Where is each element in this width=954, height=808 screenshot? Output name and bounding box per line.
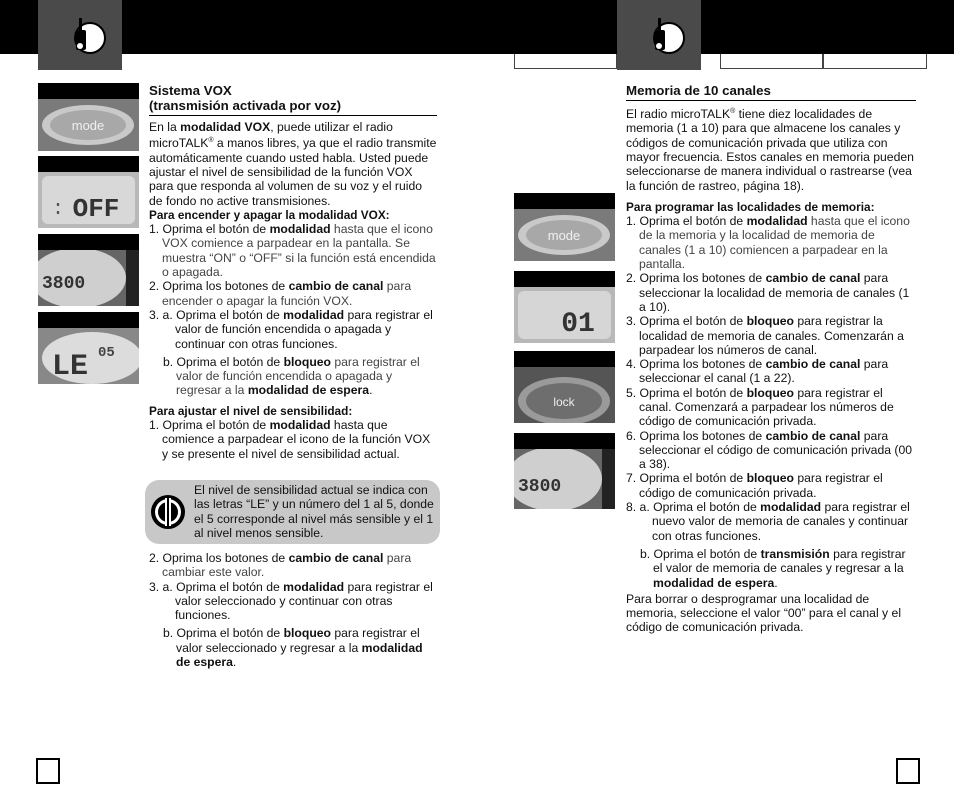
right-thumb-radio-display bbox=[514, 433, 615, 509]
left-column bbox=[149, 83, 437, 461]
list-item: 2. Oprima los botones de cambio de canal para encender o apagar la función VOX. bbox=[149, 279, 412, 308]
thumb-memory-number: 01 bbox=[561, 309, 595, 340]
right-nav-box-1 bbox=[514, 54, 617, 69]
intro-paragraph: El radio microTALK® tiene diez localidades de memoria (1 a 10) para que almacene los canales y códigos de comunicación privada que utiliza con mayor frecuencia. Estos canales en memoria pueden seleccionarse de manera individual o rastrearse (vea la función de rastreo, página 18). bbox=[626, 107, 914, 193]
list-item: 8. a. Oprima el botón de modalidad para registrar el nuevo valor de memoria de canales y continuar con otras funciones. bbox=[626, 500, 910, 543]
right-section-tab bbox=[617, 0, 701, 70]
list-item: 3. Oprima el botón de bloqueo para registrar la localidad de memoria de canales. Comenzarán a parpadear los números de canal. bbox=[626, 314, 904, 357]
left-section-tab bbox=[38, 0, 122, 70]
right-nav-box-3 bbox=[823, 54, 927, 69]
subheading: Para ajustar el nivel de sensibilidad: bbox=[149, 403, 353, 418]
list-item: 3. a. Oprima el botón de modalidad para registrar el valor de función encendida o apagada y continuar con otras funciones. bbox=[149, 307, 433, 351]
thumb-off-text: OFF bbox=[72, 194, 120, 224]
right-column bbox=[626, 83, 916, 635]
right-nav-box-2 bbox=[720, 54, 823, 69]
title-line: Sistema VOX bbox=[149, 83, 232, 98]
thumb-lock-label: lock bbox=[553, 395, 575, 409]
walkie-talkie-icon bbox=[643, 14, 687, 63]
right-page-number-box bbox=[896, 758, 920, 784]
list-item: b. Oprima el botón de transmisión para registrar el valor de memoria de canales y regresar a la modalidad de espera. bbox=[640, 546, 906, 590]
thumb-digits-text: 3800 bbox=[42, 274, 86, 294]
right-thumb-mode-button bbox=[514, 193, 615, 261]
thumb-digits-text: 3800 bbox=[518, 477, 562, 497]
thumb-mode-label: mode bbox=[71, 118, 105, 133]
list-item: b. Oprima el botón de bloqueo para registrar el valor seleccionado y regresar a la modalidad de espera. bbox=[163, 626, 423, 670]
list-item: 5. Oprima el botón de bloqueo para registrar el canal. Comenzará a parpadear los números de código de comunicación privada. bbox=[626, 385, 894, 429]
list-item: 2. Oprima los botones de cambio de canal para seleccionar la localidad de memoria de canales (1 a 10). bbox=[626, 271, 910, 314]
left-thumb-mode-button bbox=[38, 83, 139, 151]
section-title-memory: Memoria de 10 canales bbox=[626, 83, 771, 98]
list-item: b. Oprima el botón de bloqueo para registrar el valor de función encendida o apagada y regresar a la modalidad de espera. bbox=[163, 354, 420, 398]
list-item: 1. Oprima el botón de modalidad hasta que el icono VOX comience a parpadear en la pantalla. Se muestra “ON” o “OFF” si la función está encendida o apagada. bbox=[149, 222, 436, 280]
outro-paragraph: Para borrar o desprogramar una localidad de memoria, seleccione el valor “00” para el canal y el código de comunicación privada. bbox=[626, 591, 902, 635]
list-item: 1. Oprima el botón de modalidad hasta que comience a parpadear el icono de la función VOX y se presente el nivel de sensibilidad actual. bbox=[149, 418, 431, 461]
thumb-mode-label: mode bbox=[547, 228, 581, 243]
thumb-le-number: 05 bbox=[98, 345, 115, 361]
thumb-le-text: LE bbox=[52, 350, 89, 384]
list-item: 2. Oprima los botones de cambio de canal para cambiar este valor. bbox=[149, 551, 412, 580]
walkie-talkie-icon bbox=[64, 14, 108, 63]
title-rule bbox=[626, 100, 916, 101]
left-thumb-radio-display bbox=[38, 234, 139, 306]
section-title-vox bbox=[149, 83, 437, 113]
title-rule bbox=[149, 115, 437, 116]
left-column-bottom bbox=[149, 551, 437, 669]
list-item: 6. Oprima los botones de cambio de canal para seleccionar el código de comunicación privada (00 a 38). bbox=[626, 428, 913, 472]
list-item: 4. Oprima los botones de cambio de canal para seleccionar el canal (1 a 22). bbox=[626, 357, 889, 386]
left-thumb-le-display bbox=[38, 312, 139, 384]
subheading: Para encender y apagar la modalidad VOX: bbox=[149, 207, 390, 222]
note-text: El nivel de sensibilidad actual se indica con las letras “LE” y un número del 1 al 5, donde el 5 corresponde al nivel más sensible y el 1 al nivel menos sensible. bbox=[194, 483, 434, 540]
title-line: (transmisión activada por voz) bbox=[149, 98, 342, 113]
left-thumb-vox-off-display bbox=[38, 156, 139, 228]
info-icon bbox=[149, 490, 187, 539]
right-header-bar bbox=[477, 0, 954, 54]
right-thumb-memory-display bbox=[514, 271, 615, 343]
subheading: Para programar las localidades de memoria: bbox=[626, 199, 875, 214]
right-thumb-lock-button bbox=[514, 351, 615, 423]
list-item: 7. Oprima el botón de bloqueo para registrar el código de comunicación privada. bbox=[626, 471, 883, 500]
svg-text::: : bbox=[52, 198, 65, 221]
left-page-number-box bbox=[36, 758, 60, 784]
list-item: 1. Oprima el botón de modalidad hasta que el icono de la memoria y la localidad de memoria de canales (1 a 10) comiencen a parpadear en la pantalla. bbox=[626, 214, 910, 272]
intro-paragraph: En la modalidad VOX, puede utilizar el radio microTALK® a manos libres, ya que el radio transmite automáticamente cuando usted habla. Usted puede ajustar el nivel de sensibilidad de la función VOX para que responda al volumen de su voz y el ruido de fondo no active transmisiones. bbox=[149, 120, 437, 208]
list-item: 3. a. Oprima el botón de modalidad para registrar el valor seleccionado y continuar con otras funciones. bbox=[149, 579, 433, 623]
